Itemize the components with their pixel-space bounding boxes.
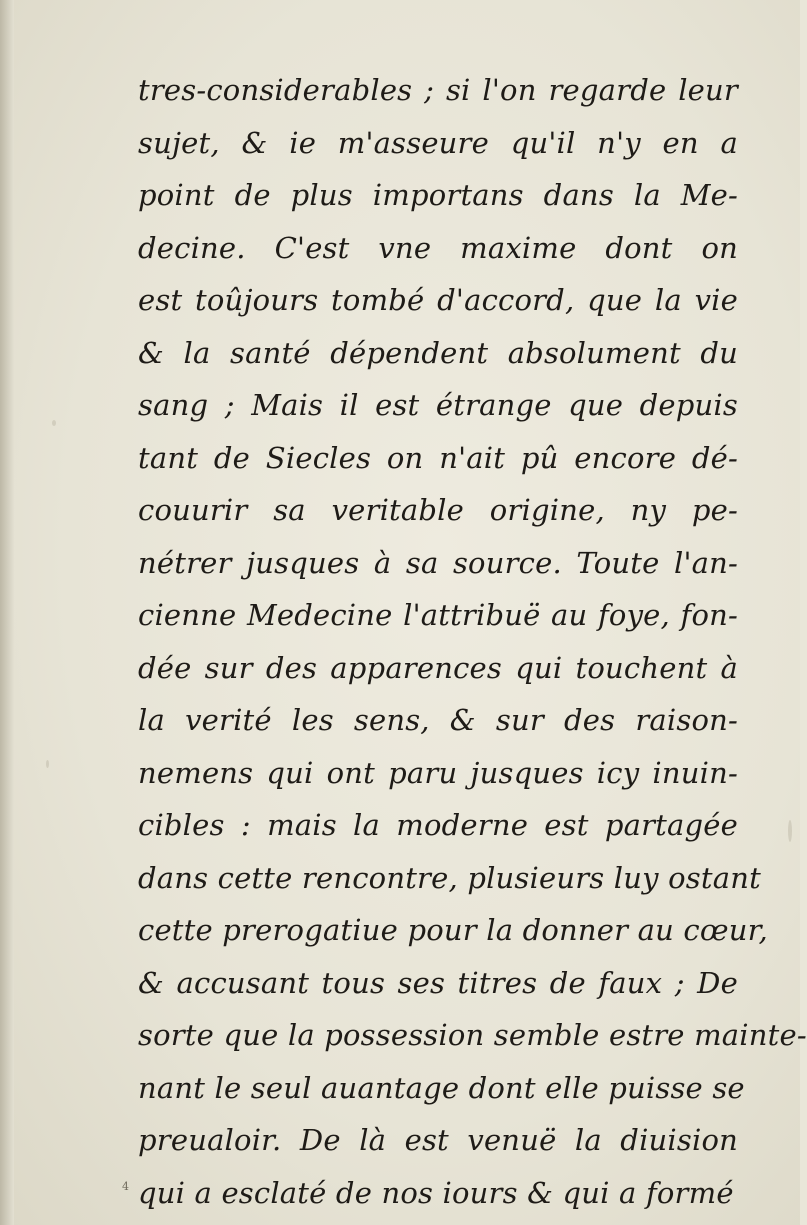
text-line: cette prerogatiue pour la donner au cœur, [138,913,768,947]
text-line: dée sur des apparences qui touchent à [138,650,738,685]
paper-stain [52,420,56,426]
text-line: sujet, & ie m'asseure qu'il n'y en a [138,125,738,160]
text-line: preualoir. De là est venuë la diuision [138,1123,738,1157]
text-line: nemens qui ont paru jusques icy inuin- [138,755,738,790]
text-line: est toûjours tombé d'accord, que la vie [138,283,738,317]
text-line: tres-considerables ; si l'on regarde leur [138,73,738,107]
paper-stain [46,760,49,768]
text-line: tant de Siecles on n'ait pû encore dé- [138,440,738,475]
text-line: sorte que la possession semble estre mainte- [138,1018,807,1052]
text-line: & accusant tous ses titres de faux ; De [138,965,738,1000]
text-line: cienne Medecine l'attribuë au foye, fon- [138,598,738,632]
text-line: sang ; Mais il est étrange que depuis [138,388,738,422]
text-line: & la santé dépendent absolument du [138,335,738,370]
text-line: la verité les sens, & sur des raison- [138,703,738,737]
paper-stain [788,820,792,842]
text-line: nant le seul auantage dont elle puisse se [138,1070,745,1105]
text-line: point de plus importans dans la Me- [138,178,738,212]
text-line: nétrer jusques à sa source. Toute l'an- [138,545,738,580]
body-text [138,64,807,1219]
text-line: decine. C'est vne maxime dont on [138,230,738,265]
page-mark: 4 [122,1180,129,1193]
page-gutter [0,0,14,1225]
text-line: cibles : mais la moderne est partagée [138,808,738,842]
text-line: qui a esclaté de nos iours & qui a formé [138,1175,734,1210]
text-line: couurir sa veritable origine, ny pe- [138,493,738,527]
text-line: dans cette rencontre, plusieurs luy ostant [138,860,761,895]
